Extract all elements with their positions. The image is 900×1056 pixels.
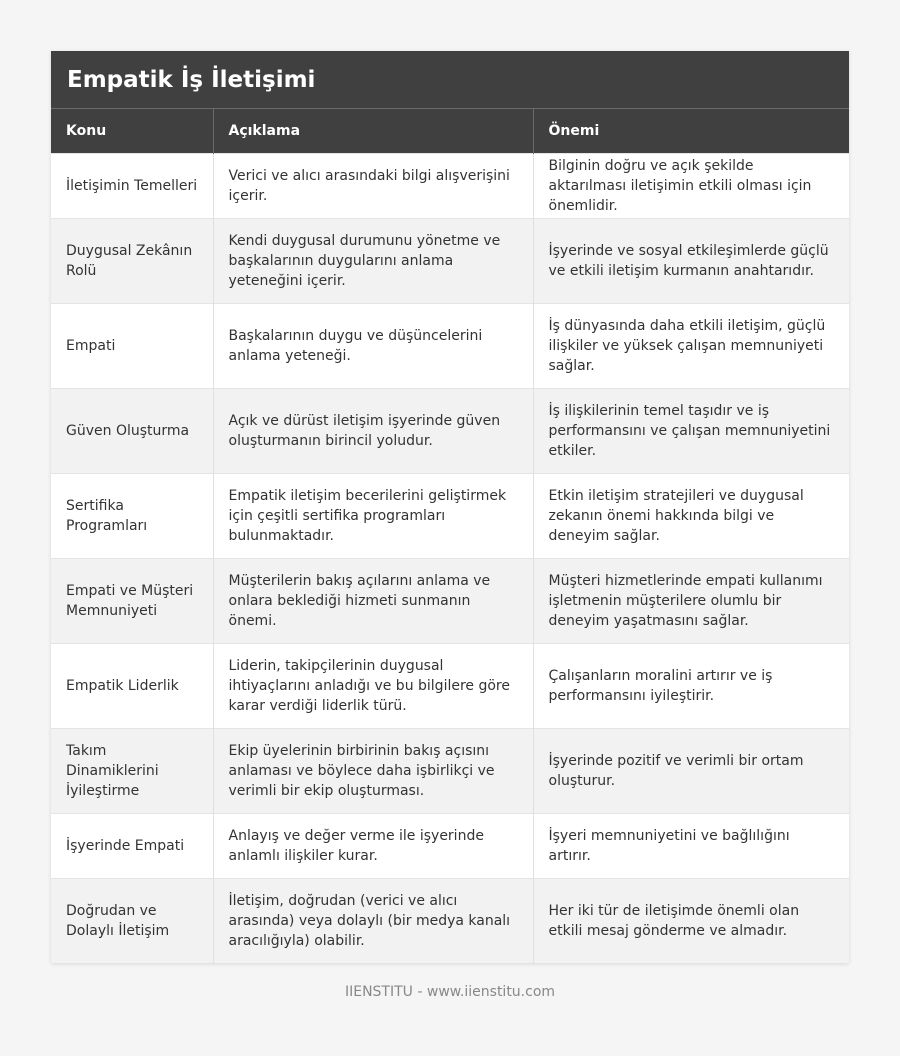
cell-konu: Empatik Liderlik — [51, 644, 213, 729]
cell-onemi: İşyerinde ve sosyal etkileşimlerde güçlü ve etkili iletişim kurmanın anahtarıdır. — [533, 219, 849, 304]
cell-konu: Duygusal Zekânın Rolü — [51, 219, 213, 304]
cell-onemi: İşyerinde pozitif ve verimli bir ortam oluşturur. — [533, 729, 849, 814]
table-row — [51, 219, 849, 304]
cell-konu: İşyerinde Empati — [51, 814, 213, 879]
cell-onemi: İş ilişkilerinin temel taşıdır ve iş performansını ve çalışan memnuniyetini etkiler. — [533, 389, 849, 474]
cell-onemi: Her iki tür de iletişimde önemli olan etkili mesaj gönderme ve almadır. — [533, 879, 849, 964]
cell-onemi: Çalışanların moralini artırır ve iş performansını iyileştirir. — [533, 644, 849, 729]
cell-aciklama: Liderin, takipçilerinin duygusal ihtiyaçlarını anladığı ve bu bilgilere göre karar verdiği liderlik türü. — [213, 644, 533, 729]
table-card — [51, 51, 849, 963]
header-row — [51, 109, 849, 154]
cell-aciklama: Verici ve alıcı arasındaki bilgi alışverişini içerir. — [213, 154, 533, 219]
table-row — [51, 729, 849, 814]
cell-onemi: İş dünyasında daha etkili iletişim, güçlü ilişkiler ve yüksek çalışan memnuniyeti sağlar. — [533, 304, 849, 389]
cell-aciklama: Açık ve dürüst iletişim işyerinde güven oluşturmanın birincil yoludur. — [213, 389, 533, 474]
cell-aciklama: Anlayış ve değer verme ile işyerinde anlamlı ilişkiler kurar. — [213, 814, 533, 879]
cell-aciklama: Ekip üyelerinin birbirinin bakış açısını anlaması ve böylece daha işbirlikçi ve verimli bir ekip oluşturması. — [213, 729, 533, 814]
cell-konu: Takım Dinamiklerini İyileştirme — [51, 729, 213, 814]
table-row — [51, 559, 849, 644]
table-row — [51, 474, 849, 559]
header-onemi: Önemi — [533, 109, 849, 154]
cell-onemi: Müşteri hizmetlerinde empati kullanımı işletmenin müşterilere olumlu bir deneyim yaşatmasını sağlar. — [533, 559, 849, 644]
cell-konu: Empati — [51, 304, 213, 389]
data-table — [51, 109, 849, 963]
table-row — [51, 304, 849, 389]
header-aciklama: Açıklama — [213, 109, 533, 154]
cell-konu: İletişimin Temelleri — [51, 154, 213, 219]
cell-onemi: Bilginin doğru ve açık şekilde aktarılması iletişimin etkili olması için önemlidir. — [533, 154, 849, 219]
table-row — [51, 154, 849, 219]
cell-onemi: Etkin iletişim stratejileri ve duygusal zekanın önemi hakkında bilgi ve deneyim sağlar. — [533, 474, 849, 559]
cell-aciklama: Başkalarının duygu ve düşüncelerini anlama yeteneği. — [213, 304, 533, 389]
table-row — [51, 879, 849, 964]
cell-konu: Güven Oluşturma — [51, 389, 213, 474]
table-row — [51, 644, 849, 729]
table-title: Empatik İş İletişimi — [51, 51, 849, 109]
table-row — [51, 389, 849, 474]
cell-aciklama: İletişim, doğrudan (verici ve alıcı arasında) veya dolaylı (bir medya kanalı aracılığıyla) olabilir. — [213, 879, 533, 964]
cell-konu: Doğrudan ve Dolaylı İletişim — [51, 879, 213, 964]
cell-aciklama: Kendi duygusal durumunu yönetme ve başkalarının duygularını anlama yeteneğini içerir. — [213, 219, 533, 304]
cell-konu: Empati ve Müşteri Memnuniyeti — [51, 559, 213, 644]
header-konu: Konu — [51, 109, 213, 154]
cell-aciklama: Müşterilerin bakış açılarını anlama ve onlara beklediği hizmeti sunmanın önemi. — [213, 559, 533, 644]
footer-credit: IIENSTITU - www.iienstitu.com — [344, 984, 556, 1000]
cell-onemi: İşyeri memnuniyetini ve bağlılığını artırır. — [533, 814, 849, 879]
table-row — [51, 814, 849, 879]
cell-konu: Sertifika Programları — [51, 474, 213, 559]
cell-aciklama: Empatik iletişim becerilerini geliştirmek için çeşitli sertifika programları bulunmaktadır. — [213, 474, 533, 559]
